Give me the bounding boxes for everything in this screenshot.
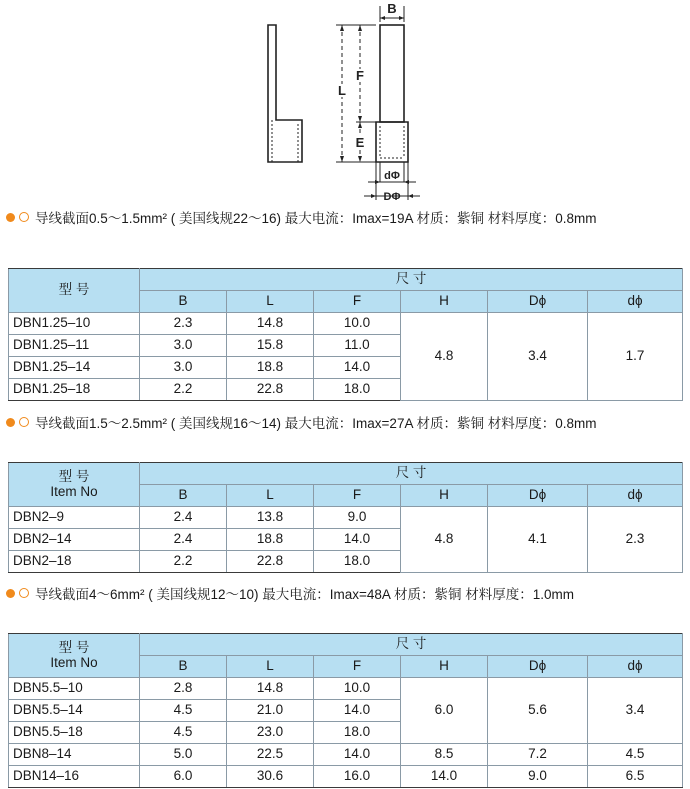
- cell-B: 4.5: [140, 700, 227, 722]
- cell-d: 1.7: [588, 313, 683, 401]
- dimension-table-2: [8, 462, 683, 573]
- header-H: H: [401, 485, 488, 507]
- cell-D: 7.2: [488, 744, 588, 766]
- front-view-barrel: [376, 122, 408, 162]
- cell-H: 4.8: [401, 313, 488, 401]
- cell-L: 18.8: [227, 357, 314, 379]
- cell-L: 18.8: [227, 529, 314, 551]
- cell-F: 9.0: [314, 507, 401, 529]
- cell-F: 18.0: [314, 722, 401, 744]
- table-row: [9, 766, 683, 788]
- cell-L: 14.8: [227, 313, 314, 335]
- header-model: 型 号 Item No: [9, 463, 140, 507]
- header-model: 型 号 Item No: [9, 634, 140, 678]
- label-F: F: [356, 68, 364, 83]
- header-L: L: [227, 656, 314, 678]
- spec-text: 导线截面0.5～1.5mm² ( 美国线规22～16) 最大电流：Imax=19A 材质：紫铜 材料厚度：0.8mm: [35, 211, 597, 226]
- cell-B: 5.0: [140, 744, 227, 766]
- cell-L: 22.5: [227, 744, 314, 766]
- cell-d: 2.3: [588, 507, 683, 573]
- cell-D: 4.1: [488, 507, 588, 573]
- cell-F: 10.0: [314, 313, 401, 335]
- label-D: DΦ: [383, 191, 401, 203]
- header-L: L: [227, 485, 314, 507]
- header-D: Dϕ: [488, 291, 588, 313]
- header-size: 尺 寸: [140, 634, 683, 656]
- label-L: L: [338, 83, 346, 98]
- cell-L: 22.8: [227, 551, 314, 573]
- spec-text: 导线截面1.5～2.5mm² ( 美国线规16～14) 最大电流：Imax=27A 材质：紫铜 材料厚度：0.8mm: [35, 416, 597, 431]
- cell-F: 11.0: [314, 335, 401, 357]
- cell-B: 2.8: [140, 678, 227, 700]
- spec-line-3: [6, 582, 574, 604]
- cell-model: DBN8–14: [9, 744, 140, 766]
- cell-F: 16.0: [314, 766, 401, 788]
- cell-H: 14.0: [401, 766, 488, 788]
- table-row: [9, 507, 683, 529]
- cell-B: 2.4: [140, 529, 227, 551]
- cell-d: 3.4: [588, 678, 683, 744]
- bullet-hollow-icon: [19, 417, 29, 427]
- header-B: B: [140, 656, 227, 678]
- cell-model: DBN2–9: [9, 507, 140, 529]
- cell-B: 2.2: [140, 379, 227, 401]
- cell-D: 9.0: [488, 766, 588, 788]
- cell-H: 4.8: [401, 507, 488, 573]
- bullet-filled-icon: [6, 589, 15, 598]
- cell-F: 14.0: [314, 744, 401, 766]
- table-row: [9, 678, 683, 700]
- cell-model: DBN2–14: [9, 529, 140, 551]
- header-F: F: [314, 291, 401, 313]
- cell-d: 4.5: [588, 744, 683, 766]
- cell-B: 2.2: [140, 551, 227, 573]
- cell-B: 2.4: [140, 507, 227, 529]
- header-F: F: [314, 485, 401, 507]
- cell-model: DBN1.25–10: [9, 313, 140, 335]
- front-view-blade: [380, 25, 404, 122]
- cell-model: DBN1.25–18: [9, 379, 140, 401]
- header-H: H: [401, 291, 488, 313]
- label-E: E: [355, 135, 365, 150]
- bullet-hollow-icon: [19, 212, 29, 222]
- header-d: dϕ: [588, 656, 683, 678]
- bullet-hollow-icon: [19, 588, 29, 598]
- label-d: dΦ: [384, 170, 400, 182]
- cell-H: 8.5: [401, 744, 488, 766]
- header-model: 型 号: [9, 269, 140, 313]
- cell-B: 3.0: [140, 357, 227, 379]
- cell-d: 6.5: [588, 766, 683, 788]
- spec-line-1: [6, 206, 596, 228]
- cell-model: DBN14–16: [9, 766, 140, 788]
- side-view-outline: [268, 25, 302, 162]
- cell-F: 10.0: [314, 678, 401, 700]
- terminal-diagram: [0, 0, 690, 215]
- table-row: [9, 313, 683, 335]
- cell-L: 13.8: [227, 507, 314, 529]
- header-L: L: [227, 291, 314, 313]
- table-row: [9, 744, 683, 766]
- dimension-table-3: [8, 633, 683, 788]
- header-d: dϕ: [588, 485, 683, 507]
- label-B: B: [387, 1, 397, 16]
- cell-B: 6.0: [140, 766, 227, 788]
- bullet-filled-icon: [6, 213, 15, 222]
- cell-L: 21.0: [227, 700, 314, 722]
- cell-L: 14.8: [227, 678, 314, 700]
- bullet-filled-icon: [6, 418, 15, 427]
- cell-D: 3.4: [488, 313, 588, 401]
- cell-F: 14.0: [314, 357, 401, 379]
- spec-line-2: [6, 411, 596, 433]
- header-B: B: [140, 485, 227, 507]
- cell-L: 30.6: [227, 766, 314, 788]
- cell-model: DBN5.5–14: [9, 700, 140, 722]
- header-F: F: [314, 656, 401, 678]
- cell-model: DBN1.25–11: [9, 335, 140, 357]
- cell-model: DBN5.5–10: [9, 678, 140, 700]
- cell-F: 14.0: [314, 529, 401, 551]
- header-size: 尺 寸: [140, 463, 683, 485]
- cell-model: DBN2–18: [9, 551, 140, 573]
- spec-text: 导线截面4～6mm² ( 美国线规12～10) 最大电流：Imax=48A 材质：紫铜 材料厚度：1.0mm: [35, 587, 574, 602]
- cell-B: 3.0: [140, 335, 227, 357]
- cell-F: 14.0: [314, 700, 401, 722]
- cell-B: 2.3: [140, 313, 227, 335]
- header-D: Dϕ: [488, 485, 588, 507]
- header-D: Dϕ: [488, 656, 588, 678]
- cell-F: 18.0: [314, 379, 401, 401]
- cell-L: 22.8: [227, 379, 314, 401]
- cell-model: DBN5.5–18: [9, 722, 140, 744]
- cell-D: 5.6: [488, 678, 588, 744]
- cell-L: 23.0: [227, 722, 314, 744]
- cell-H: 6.0: [401, 678, 488, 744]
- cell-B: 4.5: [140, 722, 227, 744]
- cell-L: 15.8: [227, 335, 314, 357]
- header-size: 尺 寸: [140, 269, 683, 291]
- cell-model: DBN1.25–14: [9, 357, 140, 379]
- header-B: B: [140, 291, 227, 313]
- header-H: H: [401, 656, 488, 678]
- header-d: dϕ: [588, 291, 683, 313]
- dimension-table-1: [8, 268, 683, 401]
- cell-F: 18.0: [314, 551, 401, 573]
